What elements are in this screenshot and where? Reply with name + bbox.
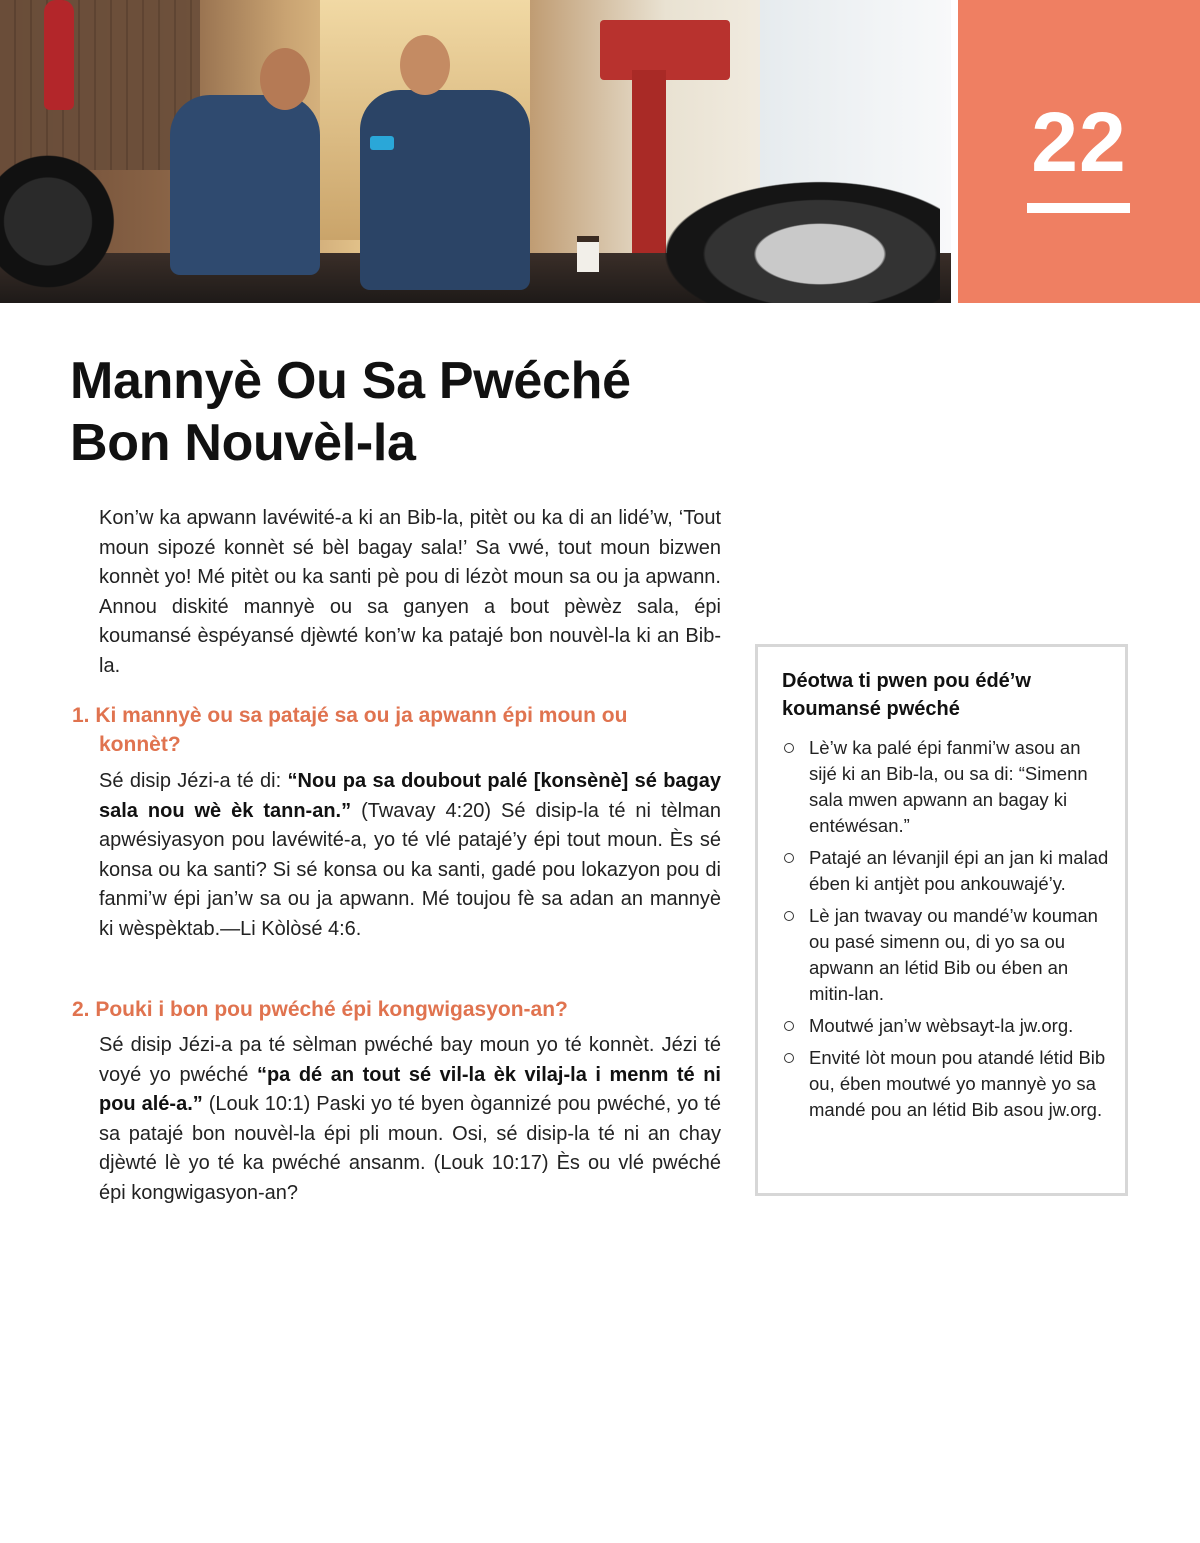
tips-list-item-text: Lè jan twavay ou mandé’w kouman ou pasé simenn ou, di yo sa ou apwann an létid Bib ou ében an mitin-lan. — [809, 905, 1098, 1004]
older-man-head — [260, 48, 310, 110]
tips-sidebar-title: Déotwa ti pwen pou édé’w koumansé pwéché — [782, 670, 1031, 720]
younger-man-head — [400, 35, 450, 95]
tips-list-item-text: Patajé an lévanjil épi an jan ki malad ében ki antjèt pou ankouwajé’y. — [809, 847, 1109, 894]
intro-paragraph — [99, 504, 721, 682]
section-2-text-a: Sé disip Jézi-a pa té sèlman pwéché bay moun yo té konnèt. Jézi té voyé yo pwéché — [99, 1034, 721, 1086]
tips-list-item-text: Lè’w ka palé épi fanmi’w asou an sijé ki an Bib-la, ou sa di: “Simenn sala mwen apwann an bagay ki entéwésan.” — [809, 737, 1088, 836]
section-1-paragraph — [99, 767, 721, 945]
tips-list-item — [782, 1013, 1112, 1039]
tips-list-item — [782, 903, 1112, 1007]
motorbike-right — [640, 170, 940, 303]
coffee-cup — [577, 236, 599, 272]
motorbike-left — [0, 140, 120, 303]
circle-bullet-icon — [784, 1053, 794, 1063]
fire-extinguisher — [44, 0, 74, 110]
circle-bullet-icon — [784, 853, 794, 863]
tips-sidebar — [755, 644, 1128, 1196]
intro-text: Kon’w ka apwann lavéwité-a ki an Bib-la, pitèt ou ka di an lidé’w, ‘Tout moun sipozé konnèt sé bèl bagay sala!’ Sa vwé, tout moun bizwen konnèt yo! Mé pitèt ou ka santi pè pou di lézòt moun sa ou ja apwann. Annou diskité mannyè ou sa ganyen a bout pèwèz sala, épi koumansé èspéyansé djèwté kon’w ka patajé bon nouvèl-la ki an Bib-la. — [99, 507, 721, 677]
lesson-number-box — [958, 0, 1200, 303]
section-1-heading: 1. Ki mannyè ou sa patajé sa ou ja apwann épi moun ou konnèt? — [72, 704, 628, 756]
hero-photo — [0, 0, 951, 303]
section-1-body — [99, 767, 721, 945]
section-2-text-b: (Louk 10:1) Paski yo té byen ògannizé pou pwéché, yo té sa patajé bon nouvèl-la épi pli moun. Osi, sé disip-la té ni an chay djèwté lè yo té ka pwéché ansanm. (Louk 10:17) Ès ou vlé pwéché épi kongwigasyon-an? — [99, 1093, 721, 1204]
page-title-line-1: Mannyè Ou Sa Pwéché — [70, 352, 631, 410]
circle-bullet-icon — [784, 743, 794, 753]
older-man — [170, 95, 320, 275]
section-1-text-a: Sé disip Jézi-a té di: — [99, 770, 288, 792]
tips-list-item — [782, 735, 1112, 839]
younger-man — [360, 90, 530, 290]
tips-list-item — [782, 845, 1112, 897]
smartphone — [370, 136, 394, 150]
section-2-heading: 2. Pouki i bon pou pwéché épi kongwigasyon-an? — [72, 998, 568, 1021]
page-title — [70, 350, 710, 474]
lesson-number: 22 — [1031, 95, 1127, 189]
tips-list — [782, 735, 1112, 1129]
section-1-quote: “Nou pa sa doubout palé [konsènè] sé bagay sala nou wè èk tann-an.” — [99, 770, 722, 822]
circle-bullet-icon — [784, 1021, 794, 1031]
tips-list-item — [782, 1045, 1112, 1123]
lesson-number-underline — [1027, 203, 1130, 213]
page-title-line-2: Bon Nouvèl-la — [70, 414, 416, 472]
section-2-quote: “pa dé an tout sé vil-la èk vilaj-la i menm té ni pou alé-a.” — [99, 1063, 721, 1116]
section-1-text-b: (Twavay 4:20) Sé disip-la té ni tèlman apwésiyasyon pou lavéwité-a, yo té vlé patajé’y épi tout moun. Ès sé konsa ou ka santi? Si sé konsa ou ka santi, gadé pou lokazyon pou di fanmi’w épi jan’w sa ou ja apwann. Mé toujou fè sa adan an mannyè ki wèspèktab.—Li Kòlòsé 4:6. — [99, 799, 721, 940]
circle-bullet-icon — [784, 911, 794, 921]
tips-list-item-text: Moutwé jan’w wèbsayt-la jw.org. — [809, 1015, 1074, 1036]
section-2-paragraph — [99, 1031, 721, 1209]
tips-list-item-text: Envité lòt moun pou atandé létid Bib ou, ében moutwé yo mannyè yo sa mandé pou an létid Bib asou jw.org. — [809, 1047, 1106, 1120]
section-2-body — [99, 1031, 721, 1209]
